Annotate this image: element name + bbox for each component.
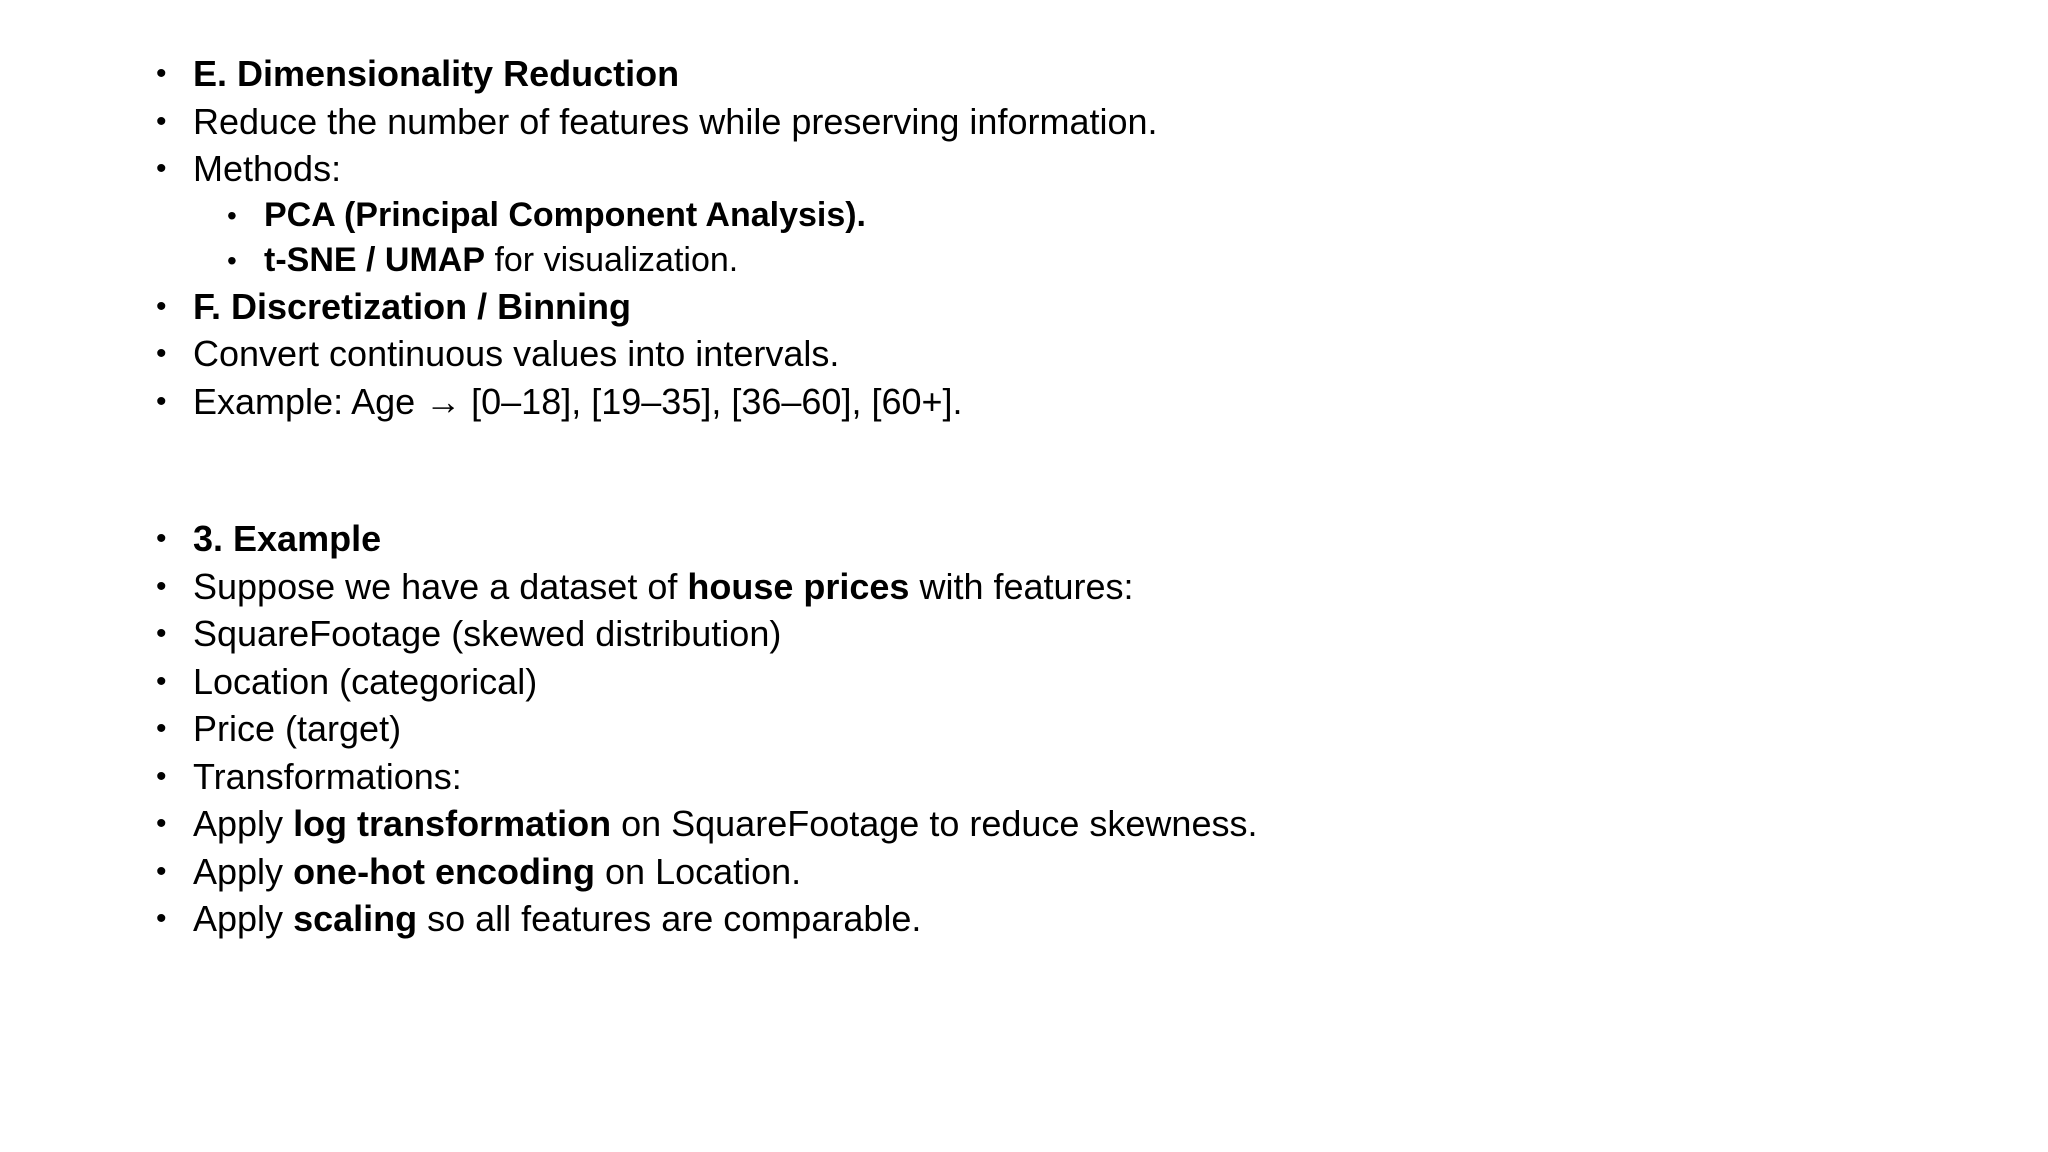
bullet-item <box>156 515 1257 563</box>
bullet-item <box>156 563 1257 611</box>
bullet-item <box>156 658 1257 706</box>
transform-onehot-emphasis: one-hot encoding <box>293 850 596 892</box>
section-e-heading: E. Dimensionality Reduction <box>193 53 680 94</box>
tsne-umap-description: for visualization. <box>485 240 739 279</box>
bullet-item <box>156 98 1158 146</box>
bullet-item <box>156 330 1158 378</box>
bullet-item <box>156 610 1257 658</box>
transform-onehot-prefix: Apply <box>193 850 294 892</box>
example-intro-emphasis: house prices <box>687 565 910 607</box>
bullet-item <box>156 848 1257 896</box>
bullet-item <box>156 378 1158 426</box>
feature-price: Price (target) <box>193 708 402 749</box>
transformations-label: Transformations: <box>193 755 462 797</box>
example-intro-text: Suppose we have a dataset of <box>193 565 688 607</box>
example-intro-text-end: with features: <box>909 565 1134 607</box>
transform-scaling-suffix: so all features are comparable. <box>417 898 922 939</box>
transform-log-emphasis: log transformation <box>293 803 612 844</box>
bullet-item <box>156 895 1257 943</box>
section-e-description: Reduce the number of features while preserving information. <box>193 100 1158 142</box>
pca-method: PCA (Principal Component Analysis). <box>264 195 867 234</box>
feature-square-footage: SquareFootage (skewed distribution) <box>193 613 782 654</box>
sub-bullet-item <box>227 193 1158 238</box>
sub-bullet-item <box>227 238 1158 283</box>
example-heading: 3. Example <box>193 518 382 559</box>
bullet-item <box>156 753 1257 801</box>
tsne-umap-method: t-SNE / UMAP <box>264 240 485 279</box>
section-f-heading: F. Discretization / Binning <box>193 285 632 327</box>
bullet-item <box>156 145 1158 193</box>
transform-scaling-emphasis: scaling <box>293 898 418 939</box>
transform-scaling-prefix: Apply <box>193 898 294 939</box>
transform-log-suffix: on SquareFootage to reduce skewness. <box>611 803 1258 844</box>
bullet-item <box>156 800 1257 848</box>
methods-label: Methods: <box>193 148 342 189</box>
transform-onehot-suffix: on Location. <box>595 850 802 892</box>
bullet-list-example <box>156 515 1257 943</box>
section-f-description: Convert continuous values into intervals. <box>193 333 840 374</box>
bullet-list-techniques <box>156 50 1158 425</box>
binning-example: Example: Age → [0–18], [19–35], [36–60], [60+]. <box>193 380 963 422</box>
feature-location: Location (categorical) <box>193 660 538 702</box>
bullet-item <box>156 50 1158 98</box>
transform-log-prefix: Apply <box>193 803 294 844</box>
bullet-item <box>156 283 1158 331</box>
bullet-item <box>156 705 1257 753</box>
